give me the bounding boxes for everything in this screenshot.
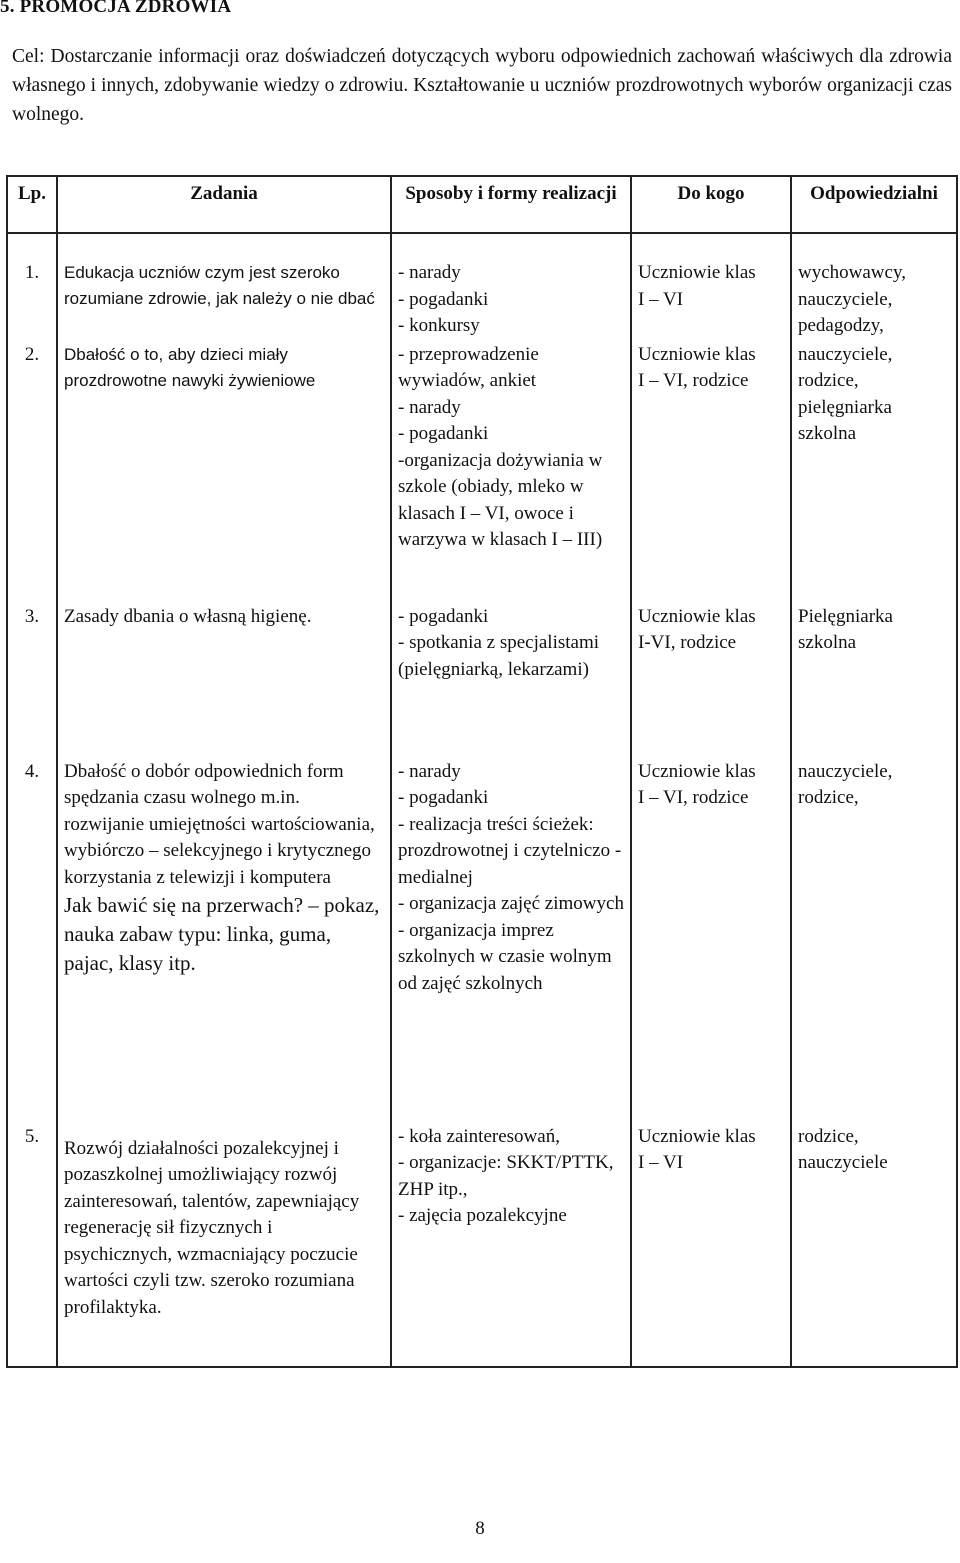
responsible-item: nauczyciele, bbox=[798, 343, 893, 365]
row-audience bbox=[631, 340, 791, 600]
method-item: - koła zainteresowań, bbox=[398, 1125, 560, 1147]
row-audience bbox=[631, 757, 791, 1122]
responsible-item: pedagodzy, bbox=[798, 315, 884, 336]
task-text: Dbałość o to, aby dzieci miały prozdrowotne nawyki żywieniowe bbox=[64, 344, 316, 390]
responsible-item: rodzice, bbox=[798, 787, 859, 808]
row-task bbox=[57, 757, 391, 1122]
row-number: 1. bbox=[7, 233, 57, 340]
row-responsible bbox=[791, 340, 957, 600]
method-item: - przeprowadzenie wywiadów, ankiet bbox=[398, 343, 539, 391]
table-row bbox=[7, 600, 957, 757]
row-audience bbox=[631, 600, 791, 757]
responsible-item: rodzice, bbox=[798, 370, 859, 391]
audience-item: I – VI bbox=[638, 288, 684, 310]
header-do-kogo: Do kogo bbox=[631, 176, 791, 233]
row-methods bbox=[391, 757, 631, 1122]
method-item: -organizacja dożywiania w szkole (obiady, mleko w klasach I – VI, owoce i warzywa w klasach I – III) bbox=[398, 449, 603, 550]
table-row bbox=[7, 340, 957, 600]
responsible-item: szkolna bbox=[798, 632, 857, 653]
row-responsible bbox=[791, 233, 957, 340]
audience-item: Uczniowie klas bbox=[638, 262, 756, 283]
responsible-item: wychowawcy, bbox=[798, 262, 906, 283]
method-item: - pogadanki bbox=[398, 288, 489, 310]
row-methods bbox=[391, 600, 631, 757]
row-task bbox=[57, 1122, 391, 1367]
row-task bbox=[57, 233, 391, 340]
task-text: Edukacja uczniów czym jest szeroko rozumiane zdrowie, jak należy o nie dbać bbox=[64, 263, 375, 308]
header-odpowiedzialni: Odpowiedzialni bbox=[791, 176, 957, 233]
method-item: - pogadanki bbox=[398, 787, 489, 808]
table-row bbox=[7, 1122, 957, 1367]
task-text-extra: Jak bawić się na przerwach? – pokaz, nauka zabaw typu: linka, guma, pajac, klasy itp. bbox=[64, 893, 380, 975]
row-number: 3. bbox=[7, 600, 57, 757]
audience-item: I – VI, rodzice bbox=[638, 370, 749, 391]
audience-item: Uczniowie klas bbox=[638, 605, 756, 627]
audience-item: I – VI, rodzice bbox=[638, 787, 749, 808]
responsible-item: rodzice, bbox=[798, 1125, 859, 1147]
method-item: - pogadanki bbox=[398, 605, 489, 627]
responsible-item: nauczyciele, bbox=[798, 760, 893, 782]
task-text: Rozwój działalności pozalekcyjnej i pozaszkolnej umożliwiający rozwój zainteresowań, talentów, zapewniający regenerację sił fizycznych i psychicznych, wzmacniający poczucie wartości czyli tzw. szeroko rozumiana profilaktyka. bbox=[64, 1137, 360, 1318]
responsible-item: nauczyciele, bbox=[798, 288, 893, 310]
row-methods bbox=[391, 1122, 631, 1367]
method-item: - konkursy bbox=[398, 315, 480, 336]
method-item: - zajęcia pozalekcyjne bbox=[398, 1205, 567, 1226]
method-item: - narady bbox=[398, 396, 461, 418]
method-item: - organizacja imprez szkolnych w czasie wolnym od zajęć szkolnych bbox=[398, 919, 612, 994]
header-sposoby: Sposoby i formy realizacji bbox=[391, 176, 631, 233]
table-row bbox=[7, 233, 957, 340]
method-item: - organizacja zajęć zimowych bbox=[398, 893, 624, 914]
audience-item: Uczniowie klas bbox=[638, 1125, 756, 1147]
method-item: - pogadanki bbox=[398, 423, 489, 444]
row-responsible bbox=[791, 757, 957, 1122]
audience-item: Uczniowie klas bbox=[638, 760, 756, 782]
responsible-item: nauczyciele bbox=[798, 1152, 888, 1173]
row-audience bbox=[631, 1122, 791, 1367]
audience-item: I-VI, rodzice bbox=[638, 632, 737, 653]
section-title: 5. PROMOCJA ZDROWIA bbox=[0, 0, 232, 17]
audience-item: Uczniowie klas bbox=[638, 343, 756, 365]
row-task bbox=[57, 340, 391, 600]
intro-paragraph: Cel: Dostarczanie informacji oraz doświadczeń dotyczących wyboru odpowiednich zachowań właściwych dla zdrowia własnego i innych, zdobywanie wiedzy o zdrowiu. Kształtowanie u uczniów prozdrowotnych wyborów organizacji czas wolnego. bbox=[12, 46, 952, 125]
method-item: - narady bbox=[398, 262, 461, 283]
table-row bbox=[7, 757, 957, 1122]
responsible-item: Pielęgniarka bbox=[798, 605, 893, 627]
row-methods bbox=[391, 233, 631, 340]
audience-item: I – VI bbox=[638, 1152, 684, 1173]
row-number: 5. bbox=[7, 1122, 57, 1367]
row-number: 4. bbox=[7, 757, 57, 1122]
row-audience bbox=[631, 233, 791, 340]
method-item: - organizacje: SKKT/PTTK, ZHP itp., bbox=[398, 1152, 614, 1200]
row-responsible bbox=[791, 1122, 957, 1367]
responsible-item: szkolna bbox=[798, 423, 857, 444]
task-text: Dbałość o dobór odpowiednich form spędzania czasu wolnego m.in. rozwijanie umiejętności wartościowania, wybiórczo – selekcyjnego i krytycznego korzystania z telewizji i komputera bbox=[64, 760, 375, 888]
page-number: 8 bbox=[475, 1518, 485, 1539]
row-task bbox=[57, 600, 391, 757]
row-responsible bbox=[791, 600, 957, 757]
header-lp: Lp. bbox=[7, 176, 57, 233]
table-header-row bbox=[7, 176, 957, 233]
header-zadania: Zadania bbox=[57, 176, 391, 233]
plan-table bbox=[6, 175, 958, 1368]
row-number: 2. bbox=[7, 340, 57, 600]
method-item: - realizacja treści ścieżek: prozdrowotnej i czytelniczo - medialnej bbox=[398, 813, 622, 888]
task-text: Zasady dbania o własną higienę. bbox=[64, 605, 312, 627]
method-item: - spotkania z specjalistami (pielęgniarką, lekarzami) bbox=[398, 632, 600, 680]
responsible-item: pielęgniarka bbox=[798, 396, 892, 418]
method-item: - narady bbox=[398, 760, 461, 782]
row-methods bbox=[391, 340, 631, 600]
